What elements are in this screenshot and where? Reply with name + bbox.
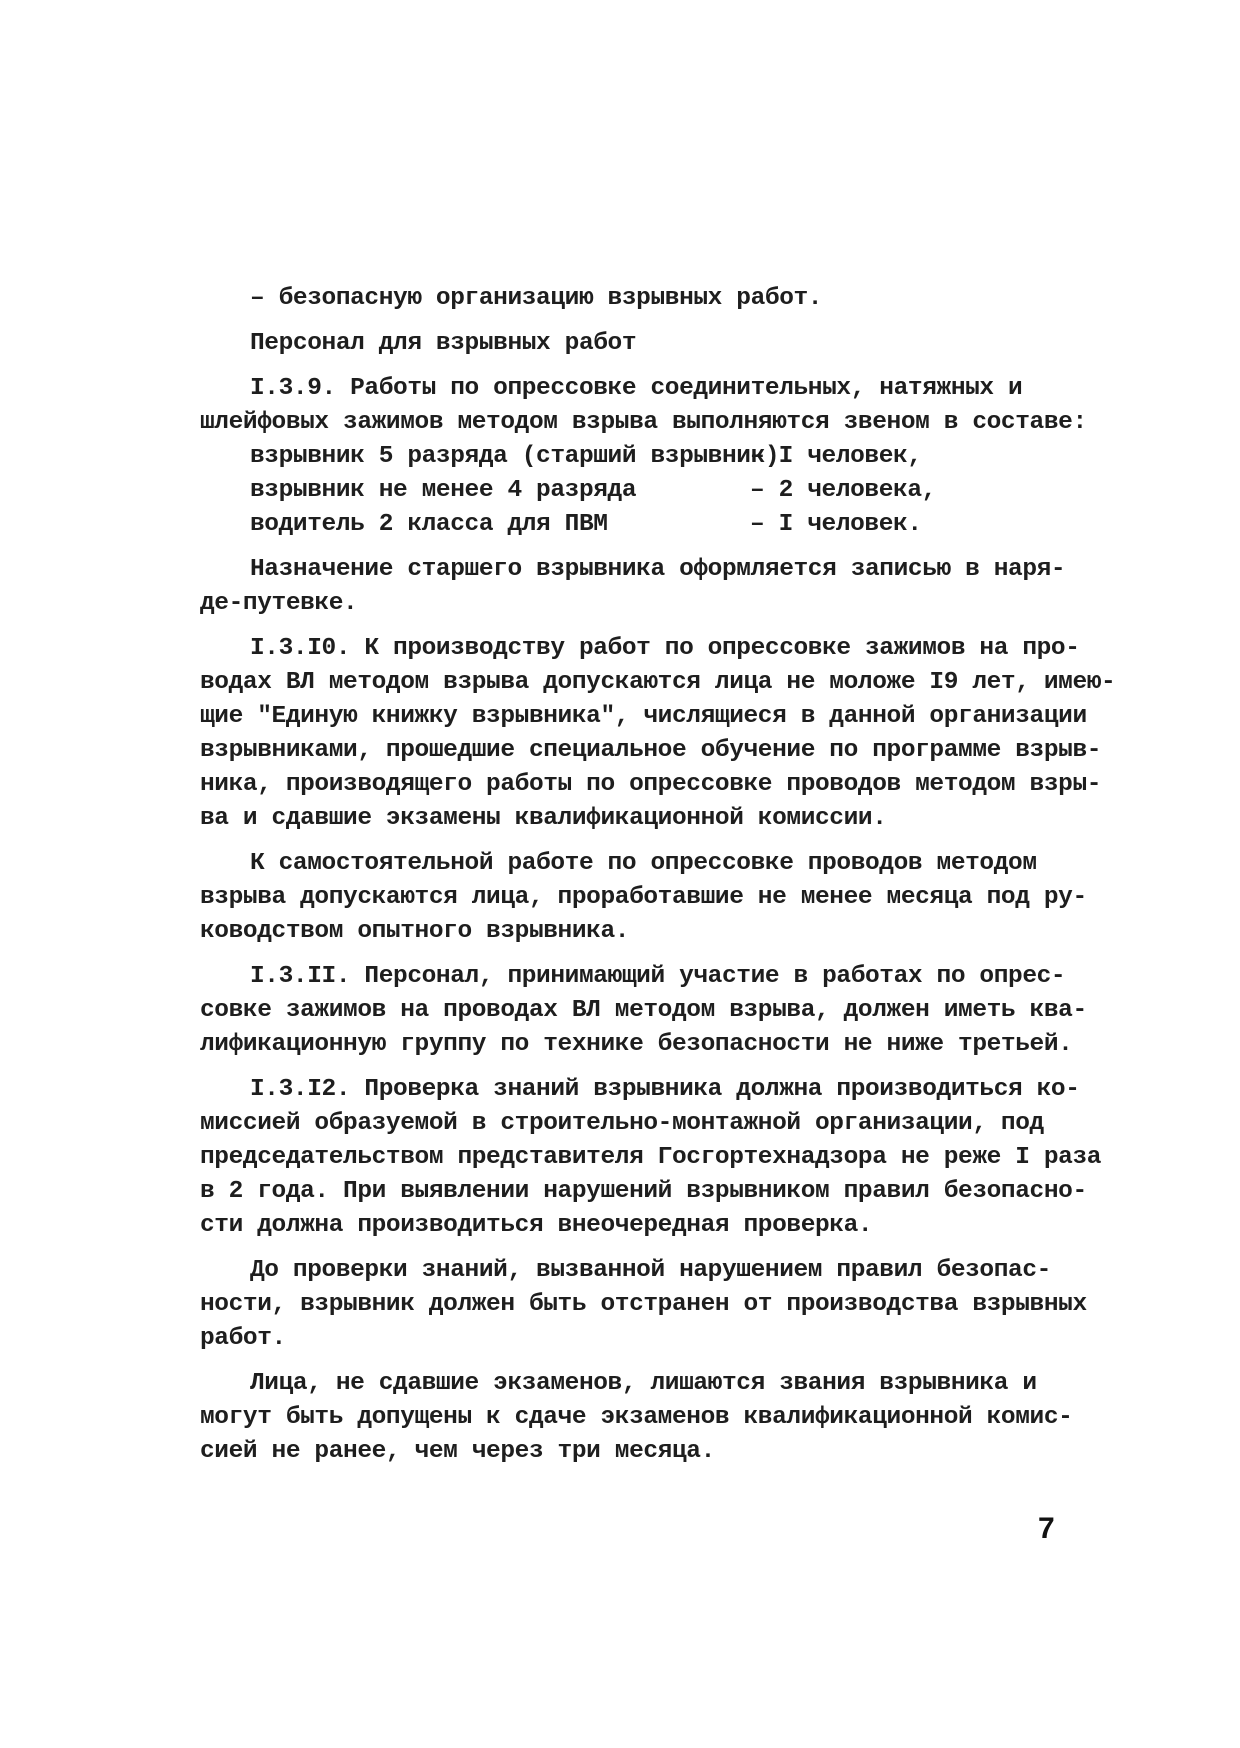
paragraph-line: в 2 года. При выявлении нарушений взрывником правил безопасно- [200,1178,1087,1205]
staff-row [200,440,1040,474]
paragraph-line: Назначение старшего взрывника оформляется записью в наря- [250,556,1066,583]
paragraph-appointment [200,553,1066,621]
staff-count: – I человек, [750,443,922,470]
paragraph-line: водах ВЛ методом взрыва допускаются лица не моложе I9 лет, имею- [200,669,1116,696]
paragraph-line: ности, взрывник должен быть отстранен от производства взрывных [200,1291,1087,1318]
paragraph-failed-exams [200,1367,1073,1469]
paragraph-line: I.3.I2. Проверка знаний взрывника должна производиться ко- [250,1076,1080,1103]
paragraph-line: щие "Единую книжку взрывника", числящиеся в данной организации [200,703,1087,730]
paragraph-independent-work [200,847,1087,949]
paragraph-line: де-путевке. [200,590,358,617]
paragraph-line: сией не ранее, чем через три месяца. [200,1438,715,1465]
staff-role: водитель 2 класса для ПВМ [250,511,608,538]
paragraph-line: шлейфовых зажимов методом взрыва выполняются звеном в составе: [200,409,1087,436]
paragraph-1-3-11 [200,960,1087,1062]
paragraph-line: ва и сдавшие экзамены квалификационной комиссии. [200,805,887,832]
page-number: 7 [1038,1512,1055,1545]
staff-count: – 2 человека, [750,477,936,504]
paragraph-line: I.3.9. Работы по опрессовке соединительных, натяжных и [250,375,1023,402]
paragraph-line: совке зажимов на проводах ВЛ методом взрыва, должен иметь ква- [200,997,1087,1024]
paragraph-before-check [200,1254,1087,1356]
paragraph-1-3-10 [200,632,1116,836]
section-heading: Персонал для взрывных работ [250,330,637,357]
paragraph-line: К самостоятельной работе по опрессовке проводов методом [250,850,1037,877]
paragraph-line: миссией образуемой в строительно-монтажной организации, под [200,1110,1044,1137]
staff-role: взрывник 5 разряда (старший взрывник) [250,443,780,470]
document-body [200,282,1116,1469]
paragraph-line: председательством представителя Госгортехнадзора не реже I раза [200,1144,1102,1171]
intro-line: – безопасную организацию взрывных работ. [250,285,823,312]
paragraph-line: работ. [200,1325,286,1352]
staff-row [200,508,1040,542]
paragraph-line: I.3.II. Персонал, принимающий участие в работах по опрес- [250,963,1066,990]
paragraph-1-3-9 [200,372,1087,440]
paragraph-line: могут быть допущены к сдаче экзаменов квалификационной комис- [200,1404,1073,1431]
paragraph-line: взрывниками, прошедшие специальное обучение по программе взрыв- [200,737,1102,764]
paragraph-line: Лица, не сдавшие экзаменов, лишаются звания взрывника и [250,1370,1037,1397]
staff-row [200,474,1040,508]
staff-role: взрывник не менее 4 разряда [250,477,637,504]
paragraph-line: I.3.I0. К производству работ по опрессовке зажимов на про- [250,635,1080,662]
paragraph-line: сти должна производиться внеочередная проверка. [200,1212,873,1239]
staff-list [200,440,1040,542]
paragraph-line: лификационную группу по технике безопасности не ниже третьей. [200,1031,1073,1058]
paragraph-1-3-12 [200,1073,1102,1243]
paragraph-line: До проверки знаний, вызванной нарушением правил безопас- [250,1257,1051,1284]
paragraph-line: ника, производящего работы по опрессовке проводов методом взры- [200,771,1102,798]
paragraph-line: взрыва допускаются лица, проработавшие не менее месяца под ру- [200,884,1087,911]
paragraph-line: ководством опытного взрывника. [200,918,630,945]
staff-count: – I человек. [750,511,922,538]
